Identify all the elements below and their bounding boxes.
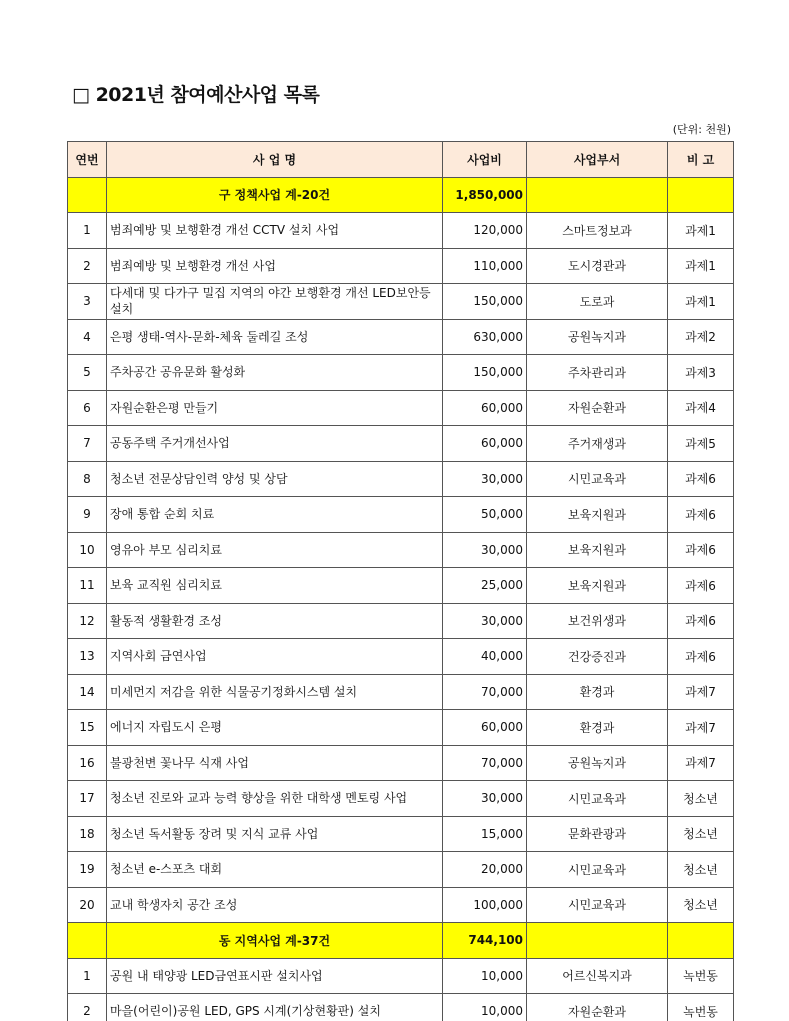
- table-row: [68, 674, 734, 710]
- note: 과제3: [668, 355, 734, 391]
- project-cost: 15,000: [443, 816, 527, 852]
- project-cost: 50,000: [443, 497, 527, 533]
- project-name: 보육 교직원 심리치료: [107, 568, 443, 604]
- note: 청소년: [668, 816, 734, 852]
- table-row: [68, 390, 734, 426]
- project-name: 에너지 자립도시 은평: [107, 710, 443, 746]
- department: 보건위생과: [527, 603, 668, 639]
- project-cost: 30,000: [443, 461, 527, 497]
- note: 청소년: [668, 852, 734, 888]
- row-no: 7: [68, 426, 107, 462]
- note: 과제7: [668, 745, 734, 781]
- note: 과제6: [668, 497, 734, 533]
- section-total: 744,100: [443, 923, 527, 959]
- department: 주차관리과: [527, 355, 668, 391]
- department: 환경과: [527, 710, 668, 746]
- project-cost: 20,000: [443, 852, 527, 888]
- project-cost: 25,000: [443, 568, 527, 604]
- empty-cell: [68, 923, 107, 959]
- note: 녹번동: [668, 958, 734, 994]
- department: 공원녹지과: [527, 745, 668, 781]
- project-cost: 30,000: [443, 603, 527, 639]
- department: 어르신복지과: [527, 958, 668, 994]
- note: 과제2: [668, 319, 734, 355]
- project-name: 청소년 e-스포츠 대회: [107, 852, 443, 888]
- table-row: [68, 497, 734, 533]
- table-row: [68, 816, 734, 852]
- table-body: [68, 177, 734, 1021]
- project-cost: 630,000: [443, 319, 527, 355]
- row-no: 5: [68, 355, 107, 391]
- header-row: [68, 142, 734, 178]
- project-name: 마을(어린이)공원 LED, GPS 시계(기상현황판) 설치: [107, 994, 443, 1021]
- note: 청소년: [668, 887, 734, 923]
- empty-cell: [668, 177, 734, 213]
- row-no: 19: [68, 852, 107, 888]
- department: 보육지원과: [527, 568, 668, 604]
- table-row: [68, 852, 734, 888]
- row-no: 8: [68, 461, 107, 497]
- project-name: 주차공간 공유문화 활성화: [107, 355, 443, 391]
- project-cost: 10,000: [443, 958, 527, 994]
- project-cost: 70,000: [443, 674, 527, 710]
- section-total: 1,850,000: [443, 177, 527, 213]
- note: 과제1: [668, 213, 734, 249]
- project-cost: 60,000: [443, 426, 527, 462]
- row-no: 12: [68, 603, 107, 639]
- department: 시민교육과: [527, 852, 668, 888]
- project-name: 은평 생태-역사-문화-체육 둘레길 조성: [107, 319, 443, 355]
- project-cost: 110,000: [443, 248, 527, 284]
- project-cost: 60,000: [443, 710, 527, 746]
- table-row: [68, 745, 734, 781]
- project-name: 범죄예방 및 보행환경 개선 CCTV 설치 사업: [107, 213, 443, 249]
- table-row: [68, 248, 734, 284]
- project-cost: 120,000: [443, 213, 527, 249]
- project-name: 범죄예방 및 보행환경 개선 사업: [107, 248, 443, 284]
- department: 보육지원과: [527, 532, 668, 568]
- project-cost: 70,000: [443, 745, 527, 781]
- row-no: 2: [68, 248, 107, 284]
- department: 도로과: [527, 284, 668, 320]
- note: 과제1: [668, 284, 734, 320]
- note: 과제7: [668, 710, 734, 746]
- row-no: 20: [68, 887, 107, 923]
- department: 환경과: [527, 674, 668, 710]
- row-no: 15: [68, 710, 107, 746]
- empty-cell: [68, 177, 107, 213]
- empty-cell: [668, 923, 734, 959]
- project-cost: 30,000: [443, 532, 527, 568]
- table-row: [68, 284, 734, 320]
- project-name: 불광천변 꽃나무 식재 사업: [107, 745, 443, 781]
- department: 문화관광과: [527, 816, 668, 852]
- header-cost: 사업비: [443, 142, 527, 178]
- department: 보육지원과: [527, 497, 668, 533]
- department: 시민교육과: [527, 887, 668, 923]
- table-row: [68, 213, 734, 249]
- project-name: 활동적 생활환경 조성: [107, 603, 443, 639]
- table-row: [68, 639, 734, 675]
- project-name: 청소년 진로와 교과 능력 향상을 위한 대학생 멘토링 사업: [107, 781, 443, 817]
- department: 자원순환과: [527, 390, 668, 426]
- department: 시민교육과: [527, 781, 668, 817]
- note: 과제5: [668, 426, 734, 462]
- table-row: [68, 355, 734, 391]
- note: 과제6: [668, 603, 734, 639]
- header-dept: 사업부서: [527, 142, 668, 178]
- header-note: 비 고: [668, 142, 734, 178]
- project-cost: 30,000: [443, 781, 527, 817]
- project-cost: 100,000: [443, 887, 527, 923]
- row-no: 11: [68, 568, 107, 604]
- row-no: 4: [68, 319, 107, 355]
- project-cost: 10,000: [443, 994, 527, 1021]
- row-no: 3: [68, 284, 107, 320]
- row-no: 1: [68, 213, 107, 249]
- empty-cell: [527, 923, 668, 959]
- page-title: □ 2021년 참여예산사업 목록: [72, 84, 320, 106]
- table-row: [68, 603, 734, 639]
- section-subtotal-row: [68, 923, 734, 959]
- project-name: 교내 학생자치 공간 조성: [107, 887, 443, 923]
- department: 스마트정보과: [527, 213, 668, 249]
- table-row: [68, 781, 734, 817]
- row-no: 16: [68, 745, 107, 781]
- note: 과제7: [668, 674, 734, 710]
- row-no: 14: [68, 674, 107, 710]
- header-name: 사 업 명: [107, 142, 443, 178]
- project-name: 미세먼지 저감을 위한 식물공기정화시스템 설치: [107, 674, 443, 710]
- note: 과제6: [668, 568, 734, 604]
- project-name: 공원 내 태양광 LED금연표시판 설치사업: [107, 958, 443, 994]
- table-row: [68, 958, 734, 994]
- department: 공원녹지과: [527, 319, 668, 355]
- project-name: 공동주택 주거개선사업: [107, 426, 443, 462]
- project-cost: 150,000: [443, 284, 527, 320]
- project-cost: 60,000: [443, 390, 527, 426]
- project-name: 장애 통합 순회 치료: [107, 497, 443, 533]
- row-no: 18: [68, 816, 107, 852]
- table-row: [68, 319, 734, 355]
- table-row: [68, 461, 734, 497]
- note: 녹번동: [668, 994, 734, 1021]
- project-name: 청소년 독서활동 장려 및 지식 교류 사업: [107, 816, 443, 852]
- row-no: 6: [68, 390, 107, 426]
- budget-table: [67, 141, 734, 1021]
- project-name: 다세대 및 다가구 밀집 지역의 야간 보행환경 개선 LED보안등 설치: [107, 284, 443, 320]
- table-row: [68, 532, 734, 568]
- table-row: [68, 994, 734, 1021]
- row-no: 10: [68, 532, 107, 568]
- department: 건강증진과: [527, 639, 668, 675]
- project-name: 청소년 전문상담인력 양성 및 상담: [107, 461, 443, 497]
- table-row: [68, 710, 734, 746]
- note: 과제1: [668, 248, 734, 284]
- note: 과제4: [668, 390, 734, 426]
- section-label: 구 정책사업 계-20건: [107, 177, 443, 213]
- project-name: 지역사회 금연사업: [107, 639, 443, 675]
- note: 청소년: [668, 781, 734, 817]
- section-label: 동 지역사업 계-37건: [107, 923, 443, 959]
- note: 과제6: [668, 461, 734, 497]
- row-no: 1: [68, 958, 107, 994]
- note: 과제6: [668, 532, 734, 568]
- table-row: [68, 568, 734, 604]
- table-row: [68, 426, 734, 462]
- department: 주거재생과: [527, 426, 668, 462]
- department: 도시경관과: [527, 248, 668, 284]
- project-cost: 40,000: [443, 639, 527, 675]
- row-no: 13: [68, 639, 107, 675]
- row-no: 2: [68, 994, 107, 1021]
- empty-cell: [527, 177, 668, 213]
- table-row: [68, 887, 734, 923]
- department: 시민교육과: [527, 461, 668, 497]
- header-no: 연번: [68, 142, 107, 178]
- department: 자원순환과: [527, 994, 668, 1021]
- project-cost: 150,000: [443, 355, 527, 391]
- section-subtotal-row: [68, 177, 734, 213]
- note: 과제6: [668, 639, 734, 675]
- unit-label: (단위: 천원): [672, 123, 731, 136]
- project-name: 영유아 부모 심리치료: [107, 532, 443, 568]
- project-name: 자원순환은평 만들기: [107, 390, 443, 426]
- row-no: 9: [68, 497, 107, 533]
- row-no: 17: [68, 781, 107, 817]
